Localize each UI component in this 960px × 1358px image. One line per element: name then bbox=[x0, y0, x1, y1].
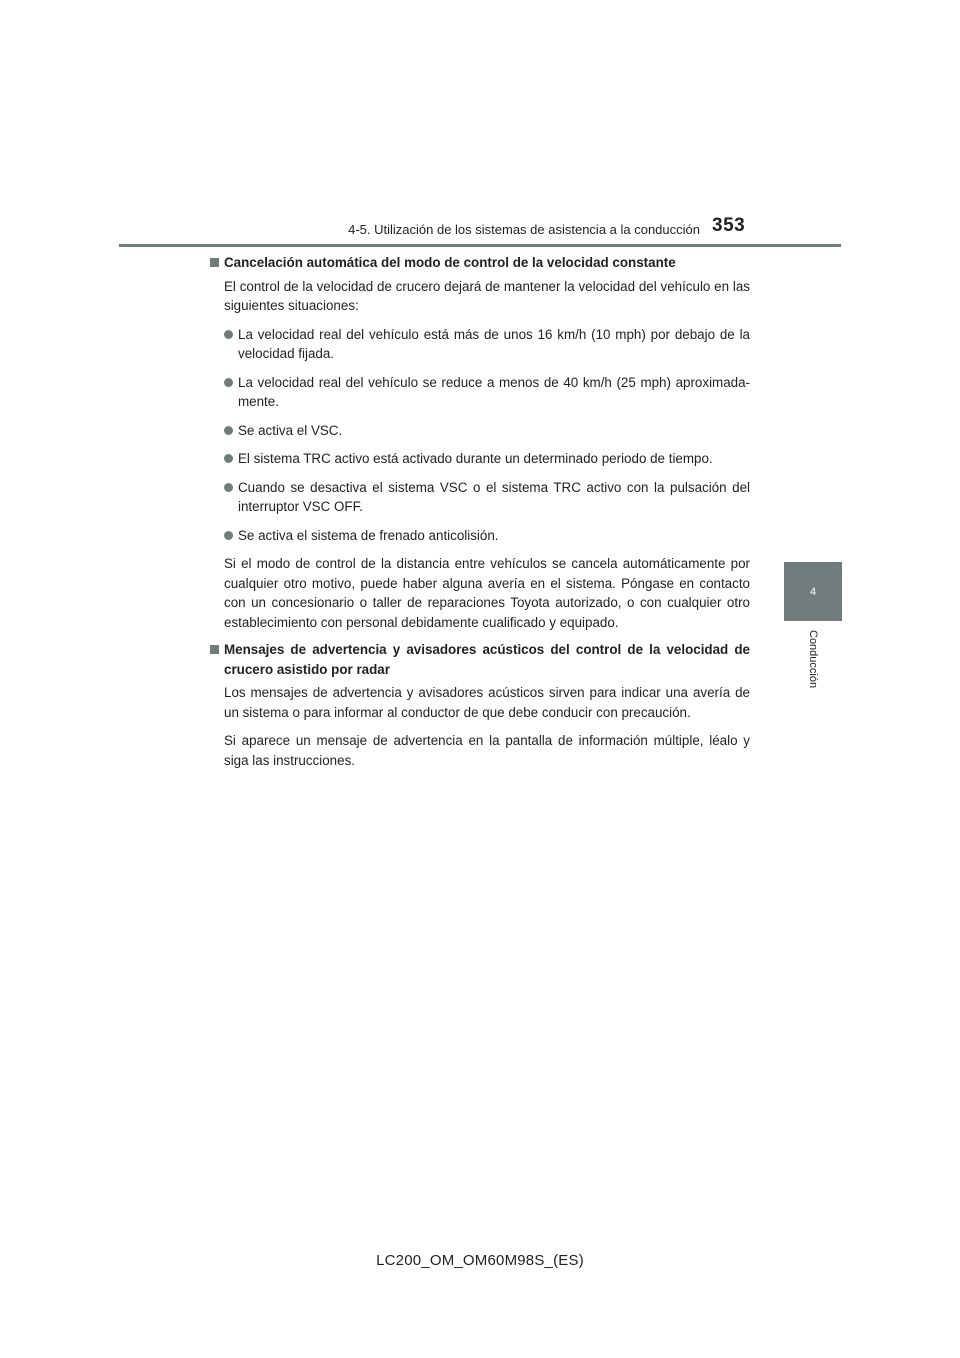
chapter-tab-number: 4 bbox=[809, 585, 817, 598]
paragraph: El control de la velocidad de crucero dejará de mantener la velocidad del vehículo en las siguientes situaciones: bbox=[224, 278, 750, 313]
list-item bbox=[210, 421, 750, 441]
paragraph: Si el modo de control de la distancia entre vehículos se cancela automáticamente por cualquier otro motivo, puede haber alguna avería en el sistema. Póngase en contacto con un concesionario o taller de reparaciones Toyota autorizado, o con cualquier otro establecimiento con personal debidamente cualificado y equipado. bbox=[224, 556, 750, 630]
section-heading bbox=[210, 640, 750, 679]
list-item-text: La velocidad real del vehículo se reduce a menos de 40 km/h (25 mph) aproximada-mente. bbox=[238, 374, 750, 409]
list-item-text: Se activa el VSC. bbox=[238, 422, 343, 438]
round-bullet-icon bbox=[224, 454, 233, 463]
document-code: LC200_OM_OM60M98S_(ES) bbox=[376, 1252, 584, 1269]
chapter-tab-label: Conducción bbox=[807, 630, 819, 689]
round-bullet-icon bbox=[224, 531, 233, 540]
list-item bbox=[210, 478, 750, 517]
page-number: 353 bbox=[712, 215, 746, 236]
list-item bbox=[210, 325, 750, 364]
round-bullet-icon bbox=[224, 426, 233, 435]
square-bullet-icon bbox=[210, 645, 219, 654]
list-item-text: La velocidad real del vehículo está más de unos 16 km/h (10 mph) por debajo de la velocidad fijada. bbox=[238, 326, 750, 361]
chapter-tab bbox=[784, 562, 842, 621]
list-item-text: Se activa el sistema de frenado anticolisión. bbox=[238, 527, 499, 543]
round-bullet-icon bbox=[224, 378, 233, 387]
list-item-text: Cuando se desactiva el sistema VSC o el sistema TRC activo con la pulsación del interruptor VSC OFF. bbox=[238, 479, 750, 514]
section-heading-text: Mensajes de advertencia y avisadores acústicos del control de la velocidad de crucero asistido por radar bbox=[224, 642, 750, 677]
list-item-text: El sistema TRC activo está activado durante un determinado periodo de tiempo. bbox=[238, 451, 713, 466]
round-bullet-icon bbox=[224, 330, 233, 339]
square-bullet-icon bbox=[210, 258, 219, 267]
header-divider bbox=[119, 244, 841, 247]
list-item bbox=[210, 373, 750, 412]
paragraph: Los mensajes de advertencia y avisadores acústicos sirven para indicar una avería de un sistema o para informar al conductor de que debe conducir con precaución. bbox=[224, 685, 750, 720]
round-bullet-icon bbox=[224, 483, 233, 492]
section-heading bbox=[210, 253, 750, 273]
list-item bbox=[210, 526, 750, 546]
page-content bbox=[210, 253, 750, 770]
chapter-title: 4-5. Utilización de los sistemas de asistencia a la conducción bbox=[348, 222, 700, 237]
section-heading-text: Cancelación automática del modo de control de la velocidad constante bbox=[224, 255, 676, 270]
list-item bbox=[210, 449, 750, 469]
paragraph: Si aparece un mensaje de advertencia en la pantalla de información múltiple, léalo y siga las instrucciones. bbox=[224, 733, 750, 768]
